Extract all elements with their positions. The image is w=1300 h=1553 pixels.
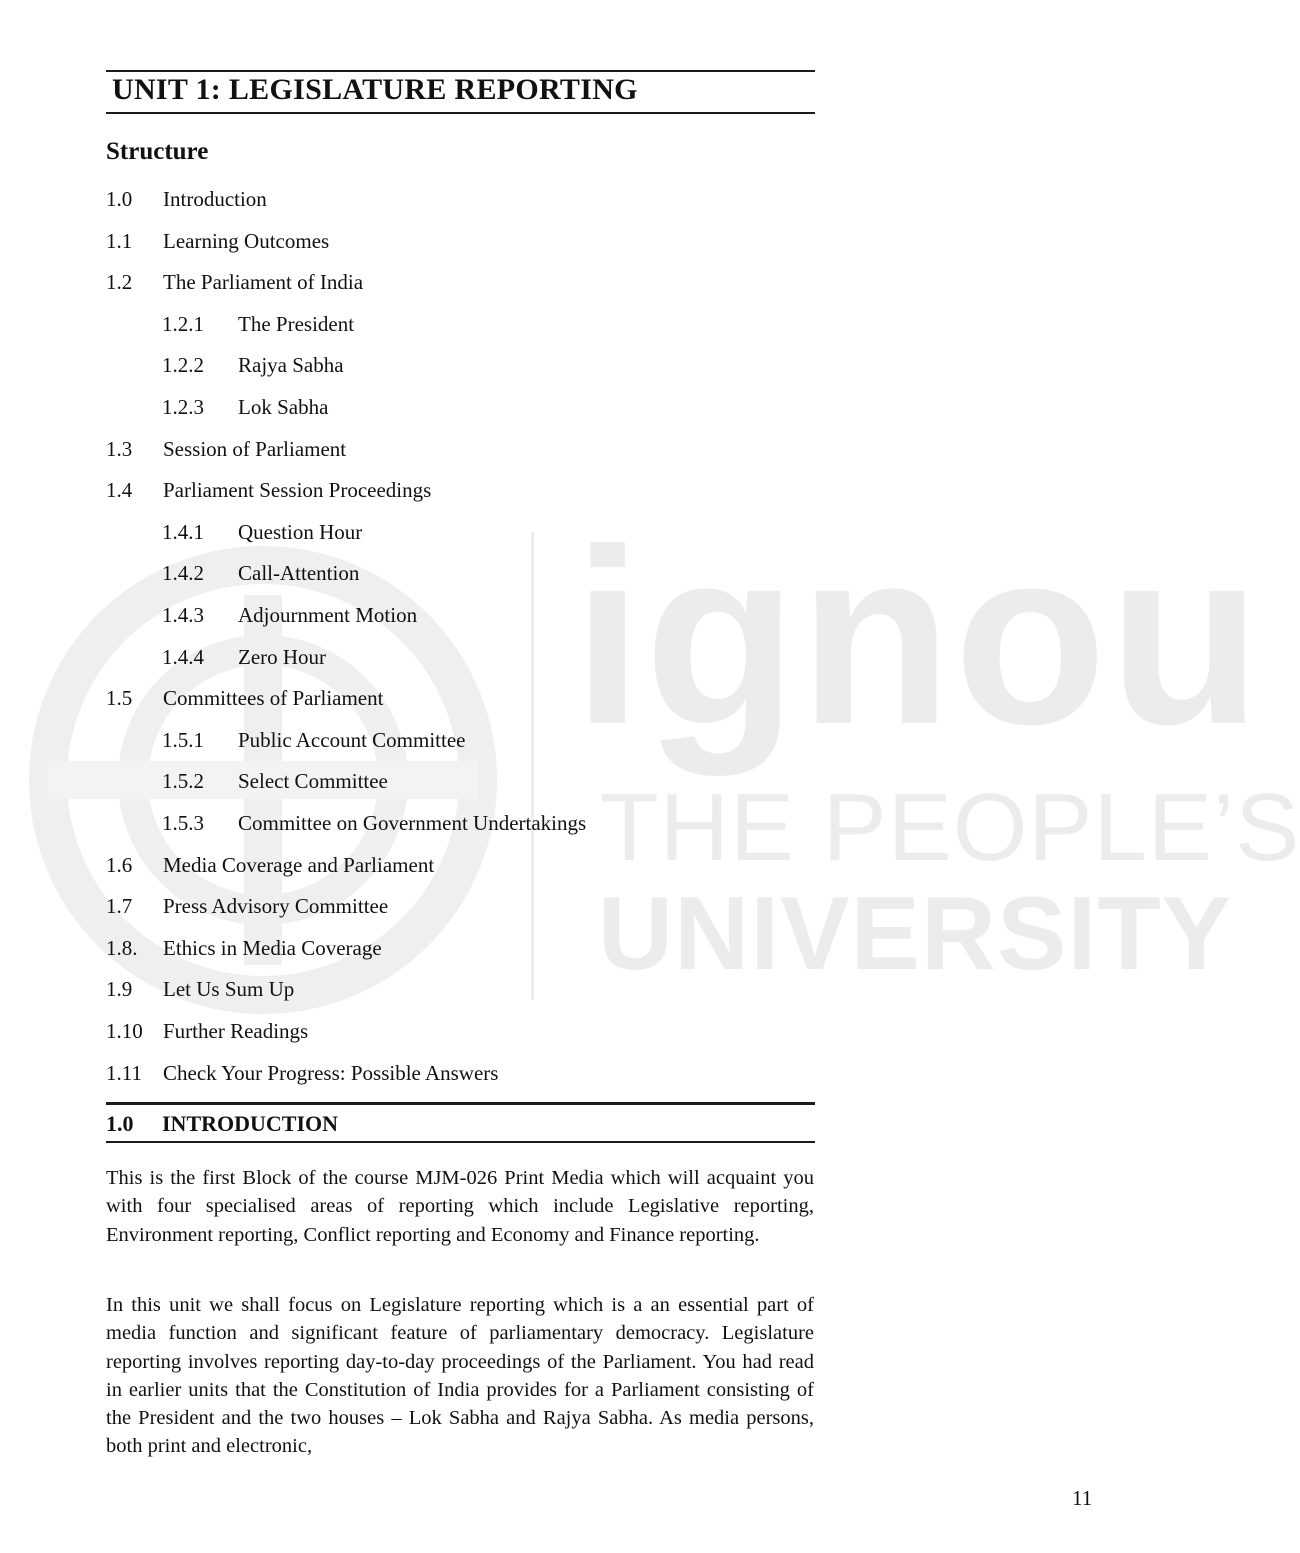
toc-item-number: 1.4.3 <box>162 603 204 627</box>
intro-paragraph-1: This is the first Block of the course MJM-026 Print Media which will acquaint you with four specialised areas of reporting which include Legislative reporting, Environment reporting, Conflict reporting and Economy and Finance reporting. <box>106 1167 814 1246</box>
intro-paragraph-2: In this unit we shall focus on Legislature reporting which is a an essential part of media function and significant feature of parliamentary democracy. Legislature reporting involves reporting day-to-day proceedings of the Parliament. You had read in earlier units that the Constitution of India provides for a Parliament consisting of the President and the two houses – Lok Sabha and Rajya Sabha. As media persons, both print and electronic, <box>106 1294 814 1458</box>
toc-item-title: Committee on Government Undertakings <box>238 811 587 835</box>
structure-heading: Structure <box>106 138 209 165</box>
toc-item-number: 1.4.2 <box>162 561 204 585</box>
toc-item-number: 1.2.2 <box>162 353 204 377</box>
toc-item-title: The Parliament of India <box>163 270 364 294</box>
toc-item-title: Adjournment Motion <box>238 603 418 627</box>
section-top-rule <box>106 1102 815 1105</box>
toc-item-title: Select Committee <box>238 769 388 793</box>
toc-item-number: 1.4.4 <box>162 645 204 669</box>
watermark-line1: THE PEOPLE’S <box>600 774 1300 881</box>
toc-item-title: Zero Hour <box>238 645 327 669</box>
toc-item-title: Check Your Progress: Possible Answers <box>163 1061 499 1085</box>
toc-item-title: Session of Parliament <box>163 437 347 461</box>
page-number: 11 <box>1072 1486 1093 1510</box>
title-top-rule <box>106 70 815 72</box>
toc-item-number: 1.2.3 <box>162 395 204 419</box>
toc-item-title: Lok Sabha <box>238 395 329 419</box>
toc-item-title: Committees of Parliament <box>163 686 384 710</box>
toc-item-number: 1.5.2 <box>162 769 204 793</box>
section-bottom-rule <box>106 1141 815 1143</box>
title-bottom-rule <box>106 112 815 114</box>
toc-item-title: Media Coverage and Parliament <box>163 853 435 877</box>
toc-item-title: Let Us Sum Up <box>163 977 295 1001</box>
section-title: INTRODUCTION <box>162 1111 339 1136</box>
toc-item-number: 1.4 <box>106 478 133 502</box>
toc-item-number: 1.2 <box>106 270 133 294</box>
toc-item-title: Further Readings <box>163 1019 309 1043</box>
toc-item-number: 1.5.3 <box>162 811 204 835</box>
toc-item-title: Ethics in Media Coverage <box>163 936 382 960</box>
toc-item-number: 1.3 <box>106 437 133 461</box>
section-number: 1.0 <box>106 1111 134 1136</box>
toc-item-title: Public Account Committee <box>238 728 466 752</box>
watermark-brand: ignou <box>573 497 1264 776</box>
toc-item-number: 1.5.1 <box>162 728 204 752</box>
toc-item-title: Learning Outcomes <box>163 229 330 253</box>
toc-item-title: Call-Attention <box>238 561 360 585</box>
toc-item-title: Parliament Session Proceedings <box>163 478 432 502</box>
toc-item-title: Introduction <box>163 187 267 211</box>
toc-item-number: 1.4.1 <box>162 520 204 544</box>
toc-item-title: Press Advisory Committee <box>163 894 389 918</box>
toc-item-number: 1.11 <box>106 1061 142 1085</box>
watermark-line2: UNIVERSITY <box>598 876 1233 992</box>
toc-item-number: 1.10 <box>106 1019 143 1043</box>
toc-item-number: 1.9 <box>106 977 133 1001</box>
toc-item-title: The President <box>238 312 355 336</box>
toc-item-number: 1.5 <box>106 686 133 710</box>
toc-item-number: 1.0 <box>106 187 133 211</box>
toc-item-title: Rajya Sabha <box>238 353 344 377</box>
toc-item-number: 1.1 <box>106 229 133 253</box>
toc-item-number: 1.8. <box>106 936 138 960</box>
toc-item-number: 1.7 <box>106 894 133 918</box>
unit-title: UNIT 1: LEGISLATURE REPORTING <box>112 73 638 106</box>
toc-item-number: 1.2.1 <box>162 312 204 336</box>
toc-item-title: Question Hour <box>238 520 363 544</box>
toc-item-number: 1.6 <box>106 853 133 877</box>
